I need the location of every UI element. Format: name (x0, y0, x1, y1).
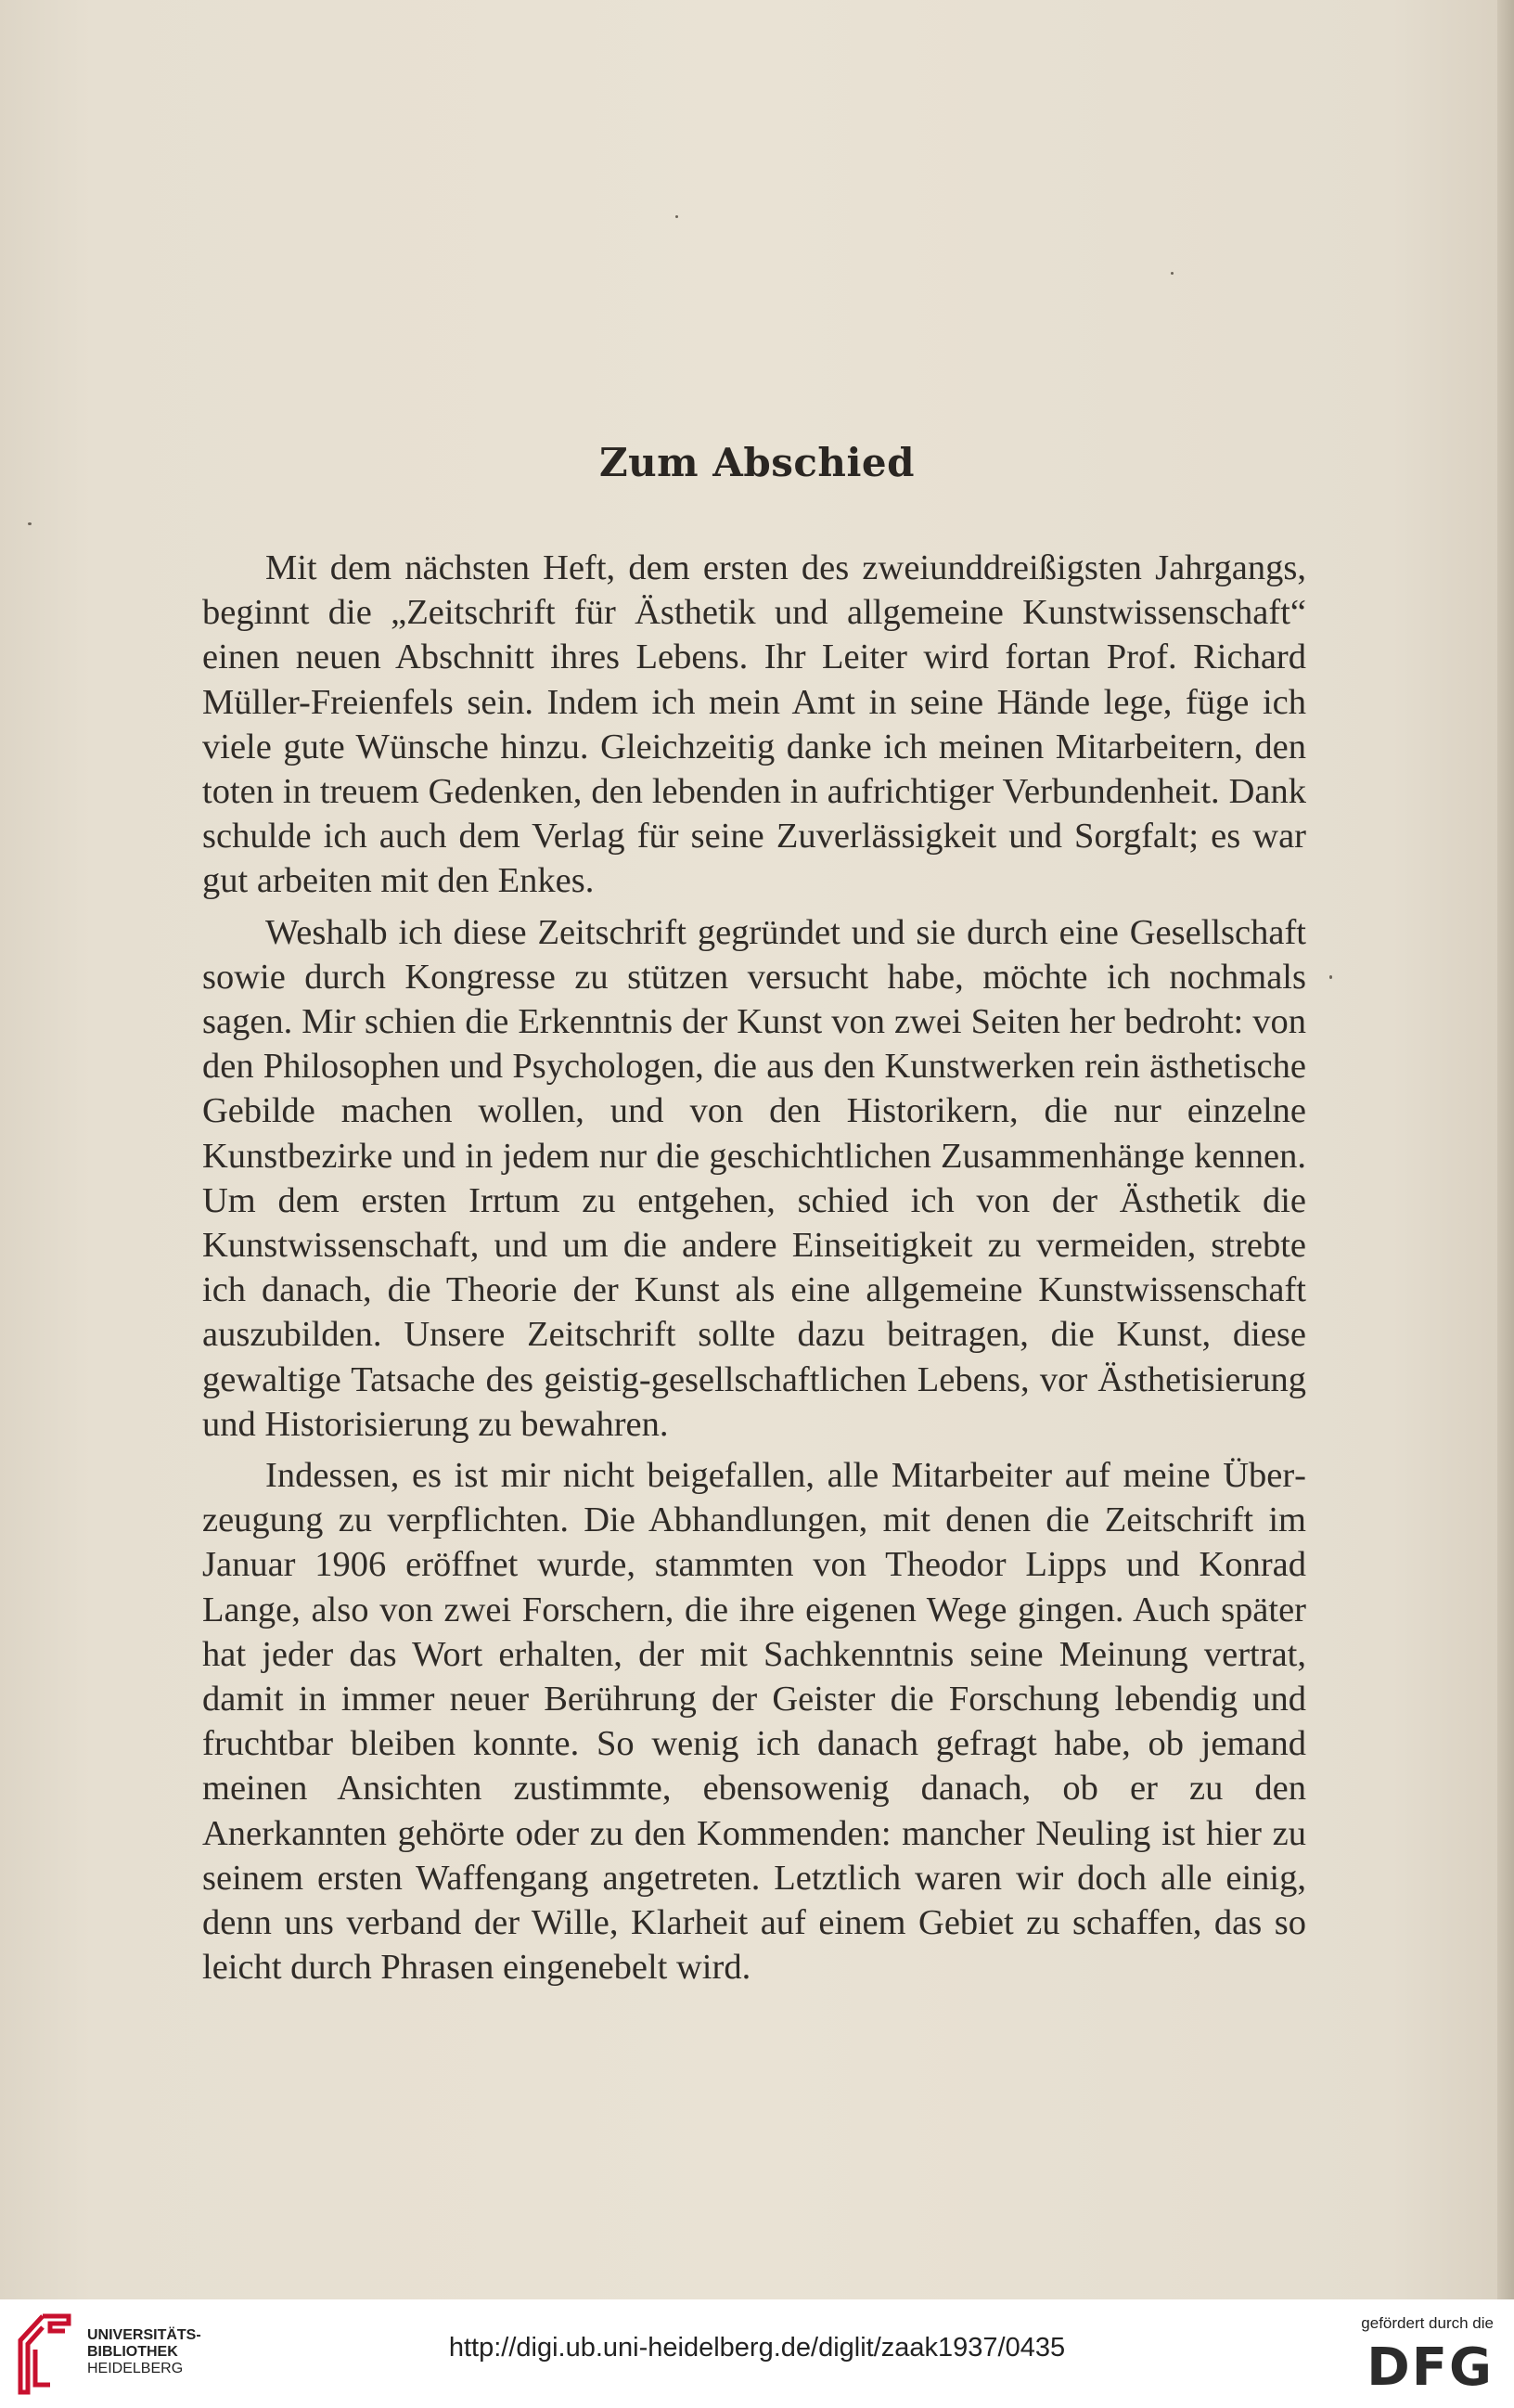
library-name-line3: HEIDELBERG (87, 2361, 184, 2376)
article-body (202, 546, 1306, 1997)
source-url[interactable]: http://digi.ub.uni-heidelberg.de/diglit/zaak1937/0435 (448, 2333, 1066, 2363)
library-name-line2: BIBLIOTHEK (87, 2344, 178, 2360)
scan-speck (28, 522, 32, 525)
paragraph-1: Mit dem nächsten Heft, dem ersten des zweiunddreißigsten Jahrgangs, beginnt die „Zeitschrift für Ästhetik und allgemeine Kunstwissenschaft“ einen neuen Abschnitt ihres Lebens. Ihr Leiter wird fortan Prof. Richard Müller-Freienfels sein. Indem ich mein Amt in seine Hände lege, füge ich viele gute Wünsche hinzu. Gleichzeitig danke ich meinen Mitarbeitern, den toten in treuem Gedenken, den lebenden in aufrichtiger Verbundenheit. Dank schulde ich auch dem Verlag für seine Zuverlässigkeit und Sorgfalt; es war gut arbeiten mit den Enkes. (202, 548, 1306, 901)
sponsor-label: gefördert durch die (1361, 2314, 1494, 2332)
paragraph-2: Weshalb ich diese Zeitschrift gegründet und sie durch eine Gesellschaft sowie durch Kongresse zu stützen versucht habe, möchte ich nochmals sagen. Mir schien die Erkenntnis der Kunst von zwei Seiten her bedroht: von den Philosophen und Psychologen, die aus den Kunstwerken rein ästhetische Gebilde machen wollen, und von den Historikern, die nur einzelne Kunstbezirke und in jedem nur die geschichtlichen Zusammenhänge kennen. Um dem ersten Irrtum zu entgehen, schied ich von der Ästhetik die Kunstwissenschaft, und um die andere Einseitigkeit zu vermeiden, strebte ich danach, die Theorie der Kunst als eine allgemeine Kunstwissenschaft auszubilden. Unsere Zeitschrift sollte dazu beitragen, die Kunst, diese gewaltige Tatsache des geistig-gesellschaftlichen Lebens, vor Ästhetisierung und Historisierung zu bewahren. (202, 912, 1306, 1444)
scan-speck (1171, 272, 1174, 275)
dfg-logo: DFG (1366, 2337, 1494, 2398)
page-edge (1497, 0, 1514, 2299)
paragraph-3: Indessen, es ist mir nicht beigefallen, alle Mitarbeiter auf meine Überzeugung zu verpflichten. Die Abhandlungen, mit denen die Zeitschrift im Januar 1906 eröffnet wurde, stammten von Theodor Lipps und Konrad Lange, also von zwei Forschern, die ihre eigenen Wege gingen. Auch später hat jeder das Wort erhalten, der mit Sachkenntnis seine Meinung vertrat, damit in immer neuer Berührung der Geister die Forschung lebendig und fruchtbar bleiben konnte. So wenig ich danach gefragt habe, ob jemand meinen Ansichten zustimmte, ebensowenig danach, ob er zu den Anerkannten gehörte oder zu den Kommenden: mancher Neuling ist hier zu seinem ersten Waffengang angetreten. Letztlich waren wir doch alle einig, denn uns verband der Wille, Klarheit auf einem Gebiet zu schaffen, das so leicht durch Phrasen eingenebelt wird. (202, 1456, 1306, 1988)
scan-speck (1329, 975, 1332, 979)
scan-speck (675, 215, 678, 218)
page-title: Zum Abschied (598, 440, 915, 485)
footer-bar (0, 2299, 1514, 2408)
library-name-line1: UNIVERSITÄTS- (87, 2327, 201, 2343)
